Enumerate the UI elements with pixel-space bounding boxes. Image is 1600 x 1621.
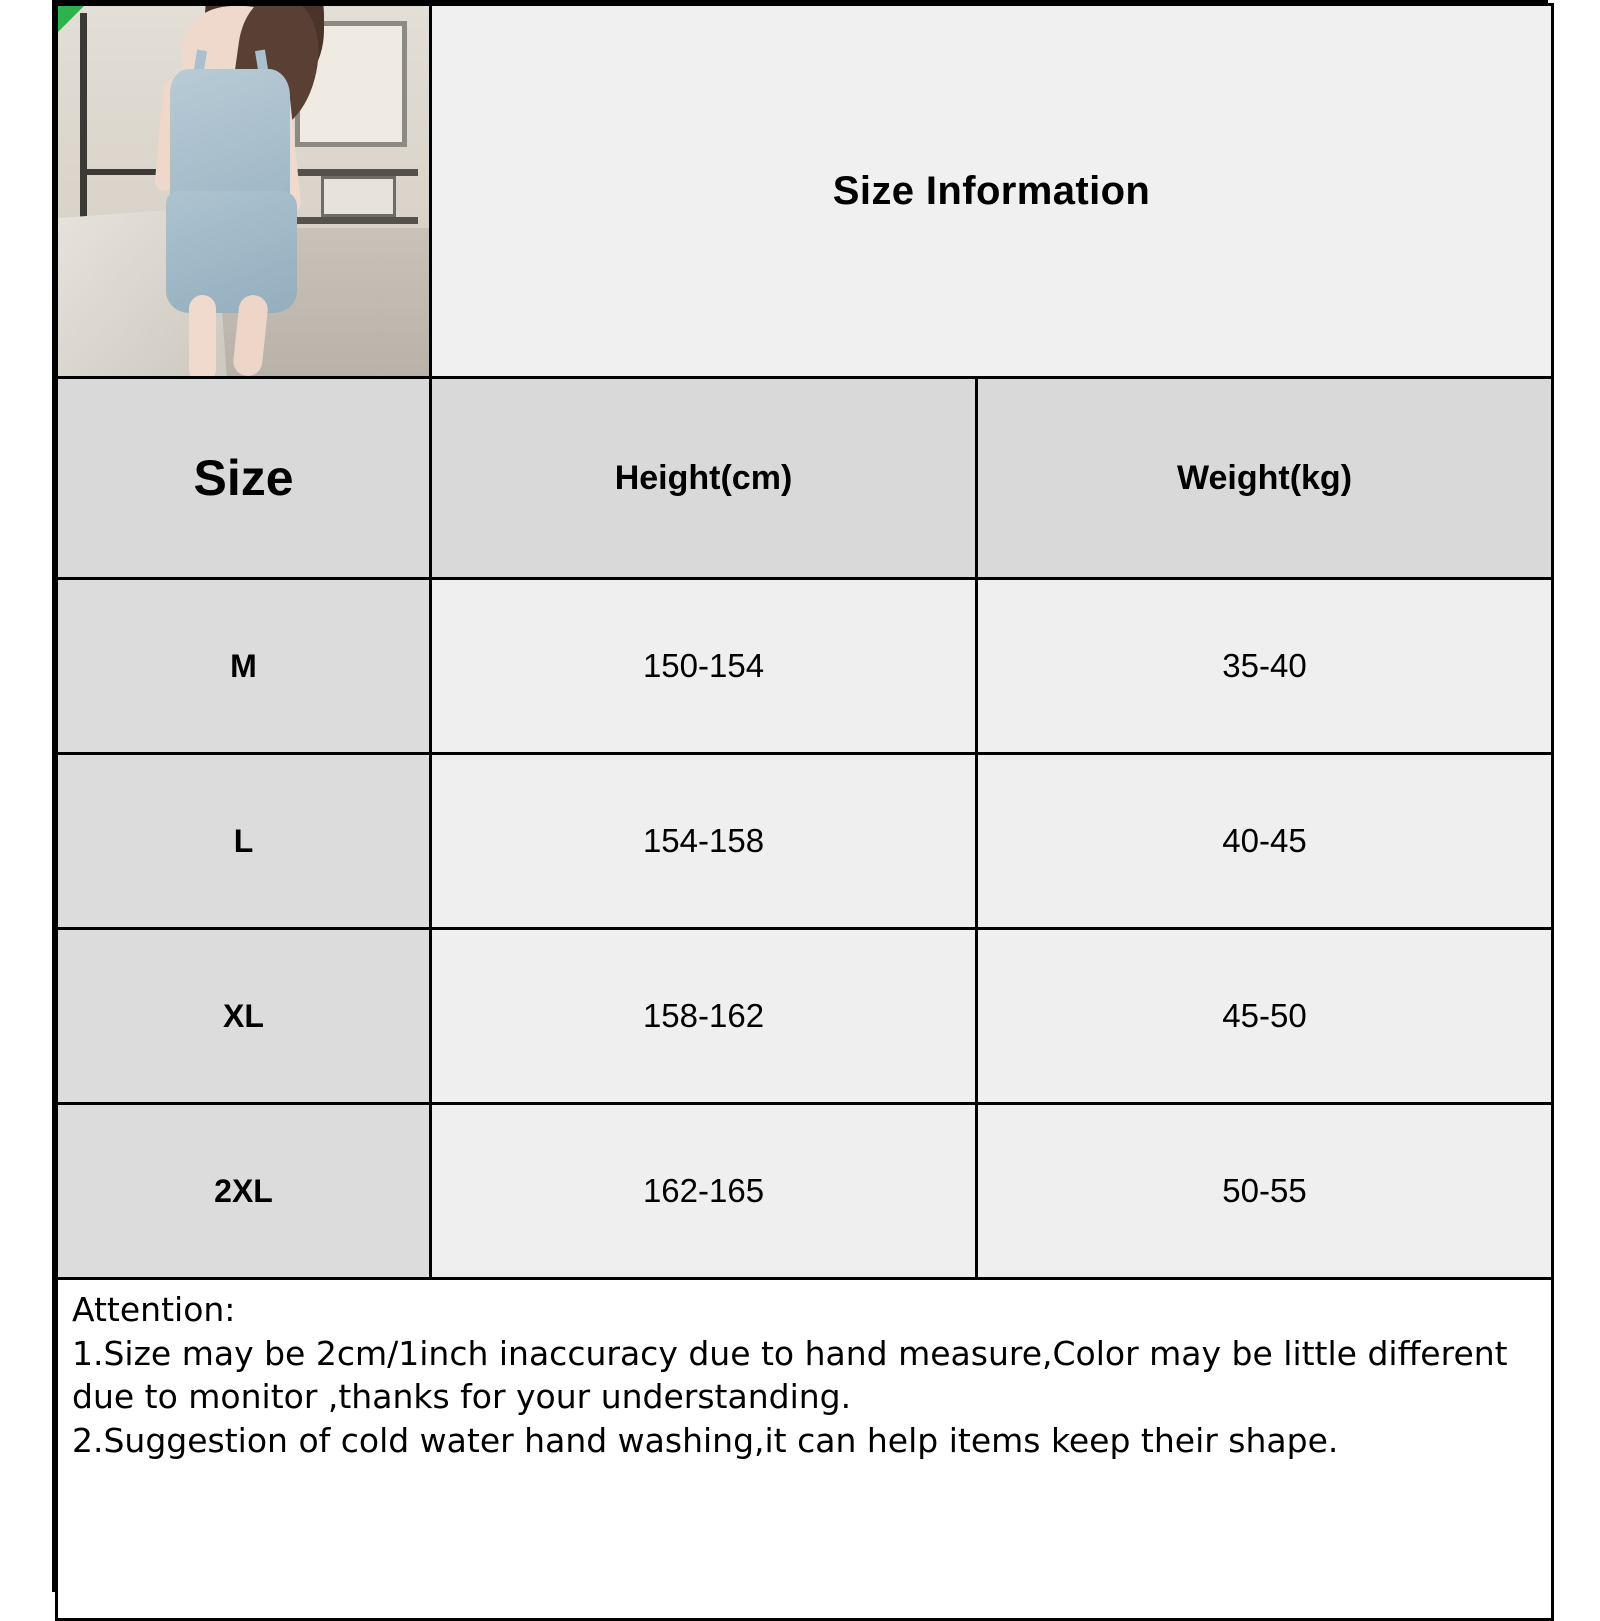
product-photo	[58, 6, 429, 376]
table-row	[57, 579, 1553, 754]
cell-weight-2xl: 50-55	[977, 1104, 1553, 1279]
cell-height-l: 154-158	[431, 754, 977, 929]
photo-model-leg-left	[189, 295, 216, 376]
product-photo-cell	[57, 5, 431, 378]
green-corner-marker-icon	[58, 6, 84, 32]
attention-block	[72, 1288, 1537, 1462]
cell-weight-l: 40-45	[977, 754, 1553, 929]
header-height: Height(cm)	[431, 378, 977, 579]
cell-size-l: L	[57, 754, 431, 929]
cell-weight-xl: 45-50	[977, 929, 1553, 1104]
photo-frame-vertical	[80, 13, 87, 242]
size-information-table	[55, 3, 1554, 1621]
table-top-row	[57, 5, 1553, 378]
photo-shorts	[166, 191, 297, 313]
table-header-row	[57, 378, 1553, 579]
cell-weight-m: 35-40	[977, 579, 1553, 754]
cell-height-xl: 158-162	[431, 929, 977, 1104]
cell-size-xl: XL	[57, 929, 431, 1104]
table-row	[57, 929, 1553, 1104]
cell-size-2xl: 2XL	[57, 1104, 431, 1279]
table-row	[57, 754, 1553, 929]
cell-height-m: 150-154	[431, 579, 977, 754]
size-chart-table-wrapper	[52, 0, 1548, 1592]
attention-note-2: 2.Suggestion of cold water hand washing,it can help items keep their shape.	[72, 1420, 1339, 1460]
photo-model	[147, 6, 340, 376]
table-attention-row	[57, 1279, 1553, 1620]
header-size: Size	[57, 378, 431, 579]
table-row	[57, 1104, 1553, 1279]
cell-size-m: M	[57, 579, 431, 754]
attention-cell	[57, 1279, 1553, 1620]
page-title: Size Information	[431, 5, 1553, 378]
attention-heading: Attention:	[72, 1290, 236, 1329]
attention-note-1: 1.Size may be 2cm/1inch inaccuracy due to hand measure,Color may be little different due to monitor ,thanks for your understanding.	[72, 1333, 1508, 1417]
cell-height-2xl: 162-165	[431, 1104, 977, 1279]
header-weight: Weight(kg)	[977, 378, 1553, 579]
